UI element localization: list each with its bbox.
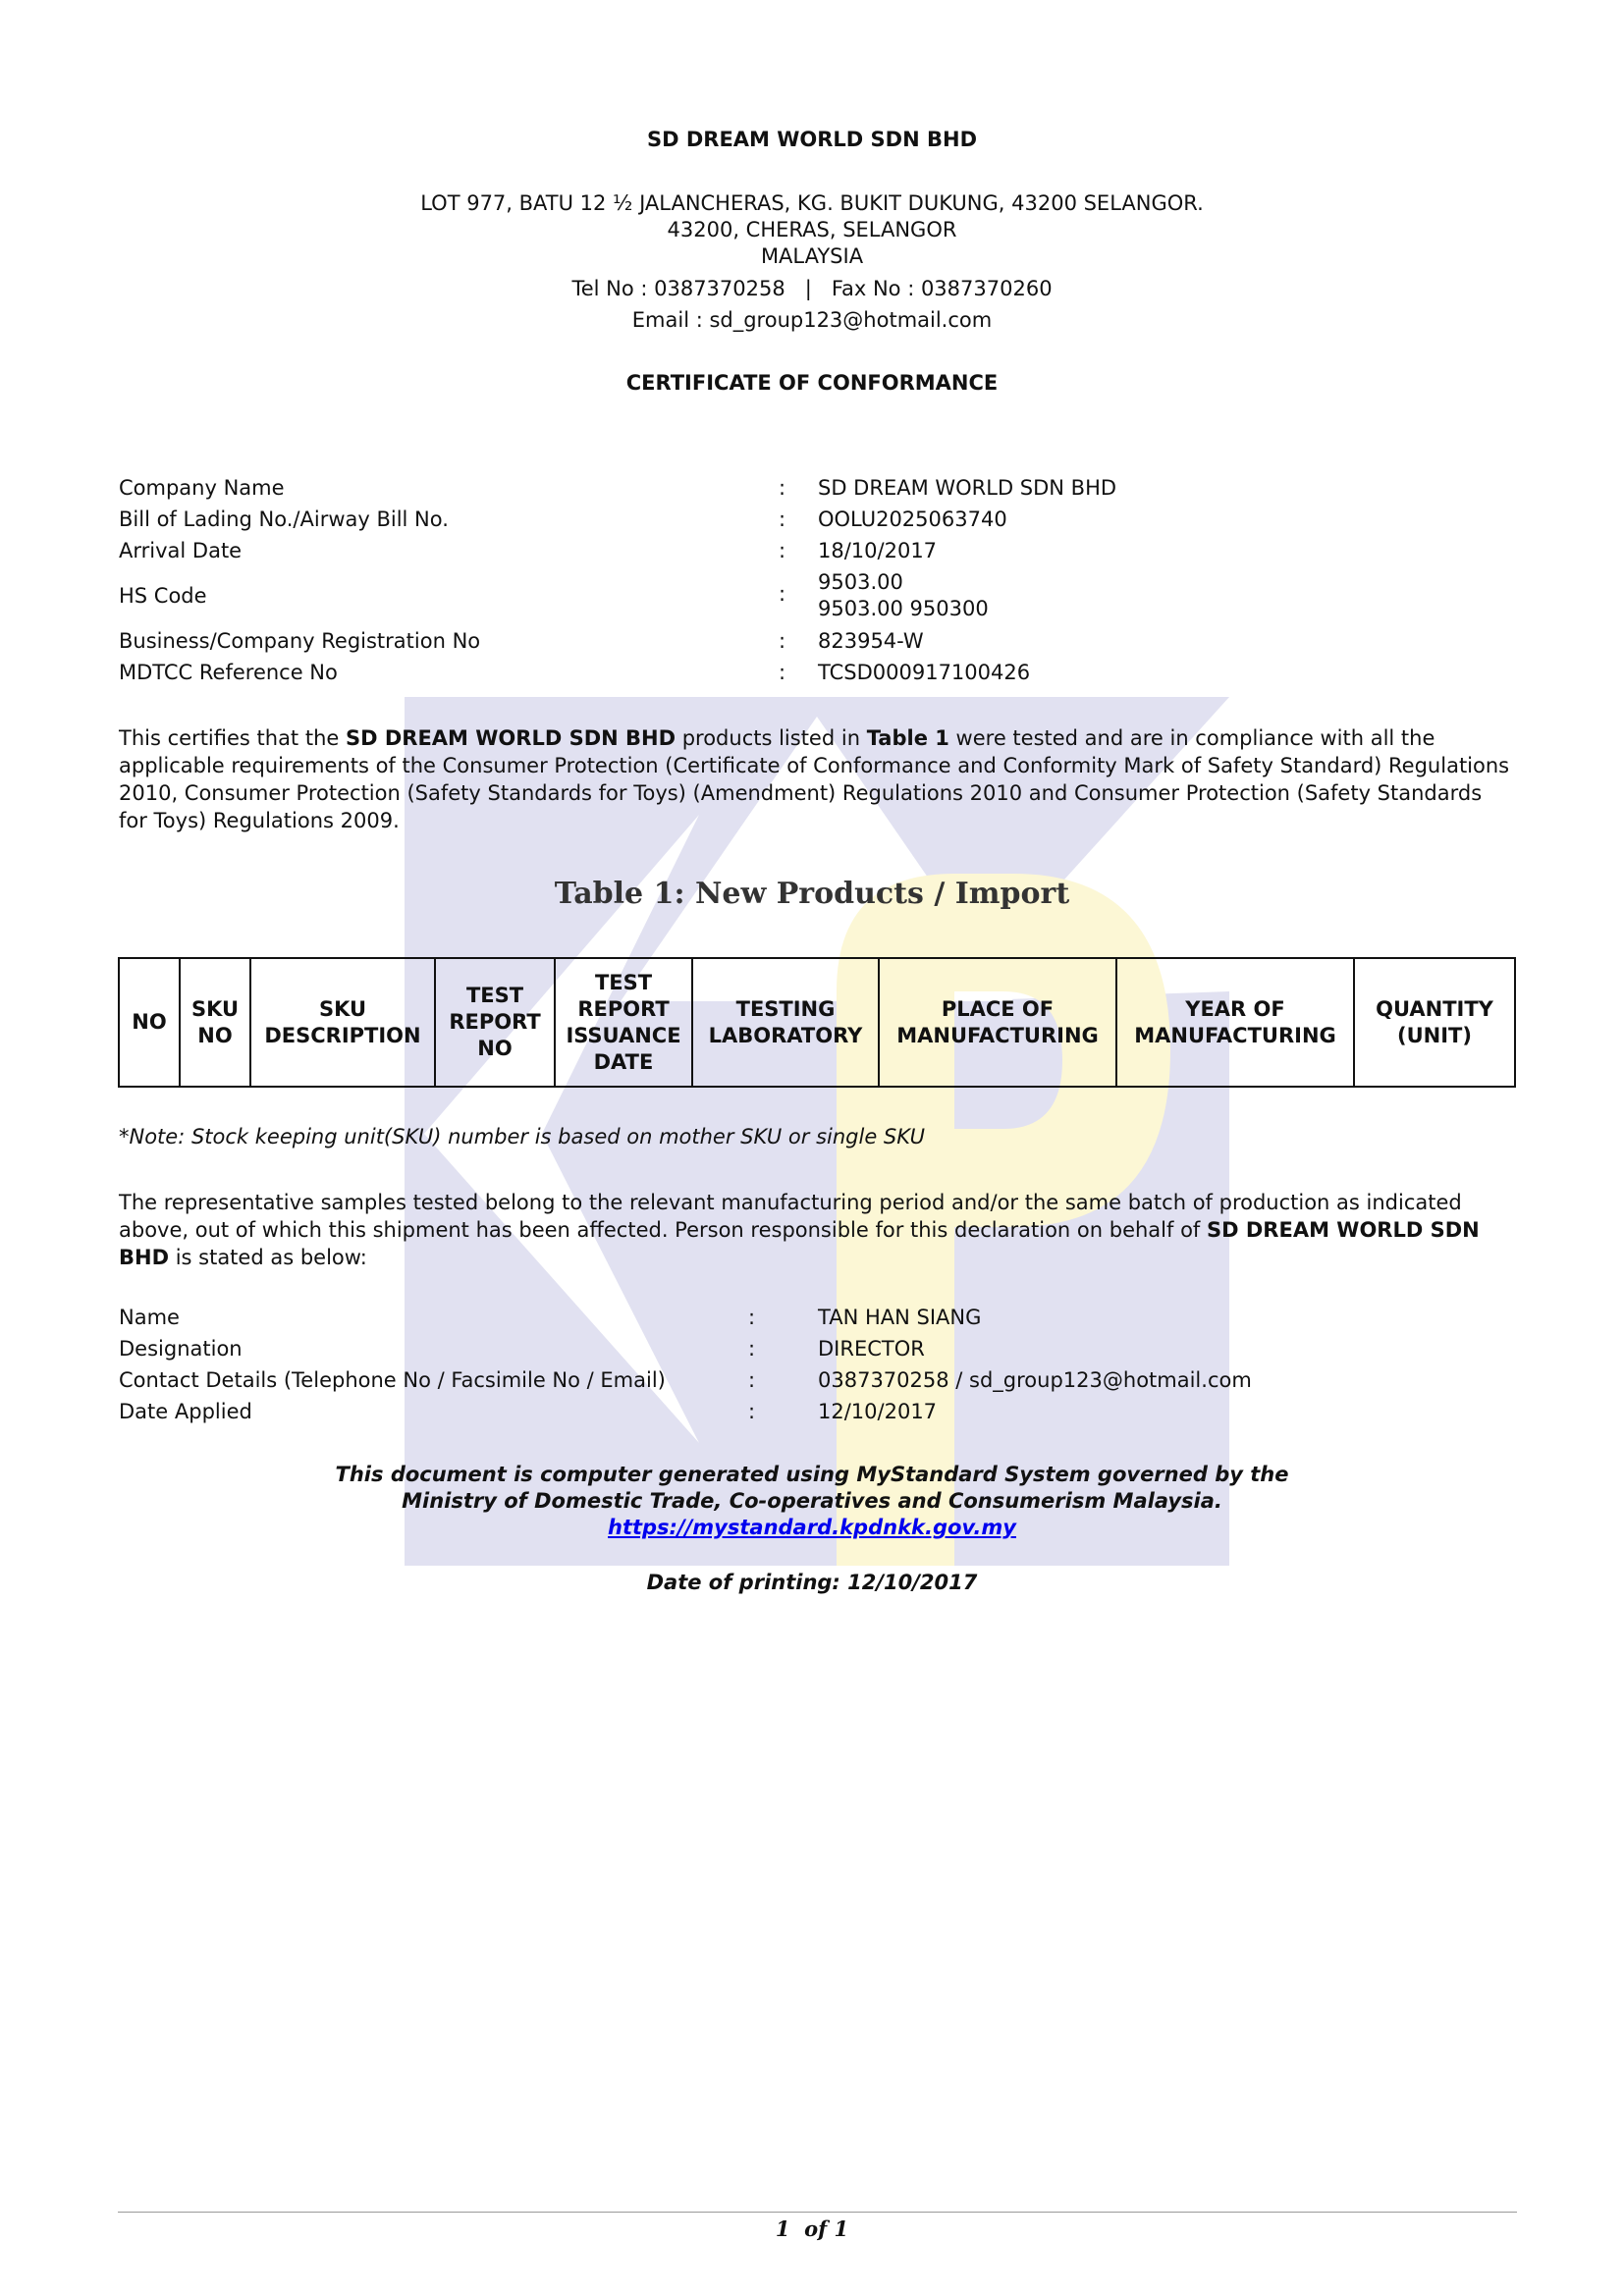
date-applied-value: 12/10/2017 bbox=[818, 1400, 938, 1423]
colon: : bbox=[779, 476, 786, 500]
certify-text-2: products listed in bbox=[676, 726, 867, 750]
arrival-label: Arrival Date bbox=[119, 539, 243, 562]
representative-paragraph bbox=[119, 1189, 1513, 1271]
column-header-test-report-no: TEST REPORT NO bbox=[435, 958, 555, 1087]
certify-text-3: were tested and are in compliance with all the applicable requirements of the Consumer Protection (Certificate of Conformance and Conformity Mark of Safety Standard) Regulations 2010, Consumer Protection (Safety Standards for Toys) (Amendment) Regulations 2010 and Consumer Protection (Safety Standards for Toys) Regulations 2009. bbox=[119, 726, 1510, 832]
representative-text-2: is stated as below: bbox=[169, 1246, 367, 1269]
bill-label: Bill of Lading No./Airway Bill No. bbox=[119, 507, 449, 531]
colon: : bbox=[779, 539, 786, 562]
designation-value: DIRECTOR bbox=[818, 1337, 925, 1361]
colon: : bbox=[779, 507, 786, 531]
column-header-place-of-manufacturing: PLACE OF MANUFACTURING bbox=[879, 958, 1116, 1087]
mdtcc-value: TCSD000917100426 bbox=[818, 661, 1031, 684]
generated-statement-1: This document is computer generated using MyStandard System governed by the bbox=[335, 1463, 1289, 1486]
email-line: Email : sd_group123@hotmail.com bbox=[631, 308, 993, 332]
certify-company: SD DREAM WORLD SDN BHD bbox=[345, 726, 677, 750]
contact-value: 0387370258 / sd_group123@hotmail.com bbox=[818, 1368, 1252, 1392]
company-heading: SD DREAM WORLD SDN BHD bbox=[646, 128, 978, 151]
colon: : bbox=[779, 629, 786, 653]
column-header-sku-description: SKU DESCRIPTION bbox=[250, 958, 435, 1087]
colon: : bbox=[779, 661, 786, 684]
table-header-row bbox=[119, 958, 1515, 1087]
company-name-label: Company Name bbox=[119, 476, 285, 500]
column-header-sku-no: SKU NO bbox=[180, 958, 250, 1087]
sku-note: *Note: Stock keeping unit(SKU) number is based on mother SKU or single SKU bbox=[119, 1125, 926, 1148]
hs-code-value-1: 9503.00 bbox=[818, 570, 903, 594]
contact-label: Contact Details (Telephone No / Facsimile No / Email) bbox=[119, 1368, 666, 1392]
column-header-testing-laboratory: TESTING LABORATORY bbox=[692, 958, 879, 1087]
representative-company: SD DREAM WORLD SDN BHD bbox=[119, 1218, 1480, 1269]
mdtcc-label: MDTCC Reference No bbox=[119, 661, 338, 684]
document-title: CERTIFICATE OF CONFORMANCE bbox=[625, 371, 999, 395]
column-header-quantity: QUANTITY (UNIT) bbox=[1354, 958, 1515, 1087]
column-header-issuance-date: TEST REPORT ISSUANCE DATE bbox=[555, 958, 692, 1087]
bill-value: OOLU2025063740 bbox=[818, 507, 1007, 531]
colon: : bbox=[748, 1337, 756, 1361]
table-caption: Table 1: New Products / Import bbox=[554, 877, 1070, 911]
date-applied-label: Date Applied bbox=[119, 1400, 252, 1423]
designation-label: Designation bbox=[119, 1337, 243, 1361]
date-of-printing: Date of printing: 12/10/2017 bbox=[646, 1571, 978, 1594]
footer-divider bbox=[118, 2212, 1517, 2213]
registration-label: Business/Company Registration No bbox=[119, 629, 481, 653]
certification-paragraph bbox=[119, 724, 1513, 834]
colon: : bbox=[779, 582, 786, 606]
mystandard-link[interactable]: https://mystandard.kpdnkk.gov.my bbox=[608, 1516, 1016, 1539]
name-label: Name bbox=[119, 1306, 180, 1329]
colon: : bbox=[748, 1368, 756, 1392]
registration-value: 823954-W bbox=[818, 629, 924, 653]
colon: : bbox=[748, 1400, 756, 1423]
name-value: TAN HAN SIANG bbox=[818, 1306, 982, 1329]
hs-code-value-2: 9503.00 950300 bbox=[818, 597, 989, 620]
tel-fax: Tel No : 0387370258 | Fax No : 0387370260 bbox=[571, 277, 1053, 300]
address-line-1: LOT 977, BATU 12 ½ JALANCHERAS, KG. BUKIT DUKUNG, 43200 SELANGOR. bbox=[420, 191, 1204, 215]
column-header-year-of-manufacturing: YEAR OF MANUFACTURING bbox=[1116, 958, 1354, 1087]
representative-text-1: The representative samples tested belong to the relevant manufacturing period and/or the same batch of production as indicated above, out of which this shipment has been affected. Person responsible for this declaration on behalf of bbox=[119, 1191, 1462, 1242]
certify-text-1: This certifies that the bbox=[119, 726, 346, 750]
column-header-no: NO bbox=[119, 958, 180, 1087]
colon: : bbox=[748, 1306, 756, 1329]
hs-code-label: HS Code bbox=[119, 584, 207, 608]
products-table bbox=[118, 957, 1516, 1088]
address-line-2: 43200, CHERAS, SELANGOR bbox=[667, 218, 957, 241]
arrival-value: 18/10/2017 bbox=[818, 539, 938, 562]
company-name-value: SD DREAM WORLD SDN BHD bbox=[818, 476, 1117, 500]
page-number: 1 of 1 bbox=[775, 2216, 849, 2241]
address-line-3: MALAYSIA bbox=[760, 244, 864, 268]
url-line bbox=[0, 1516, 1624, 1539]
generated-statement-2: Ministry of Domestic Trade, Co-operatives and Consumerism Malaysia. bbox=[402, 1489, 1222, 1513]
certify-table-ref: Table 1 bbox=[866, 726, 949, 750]
